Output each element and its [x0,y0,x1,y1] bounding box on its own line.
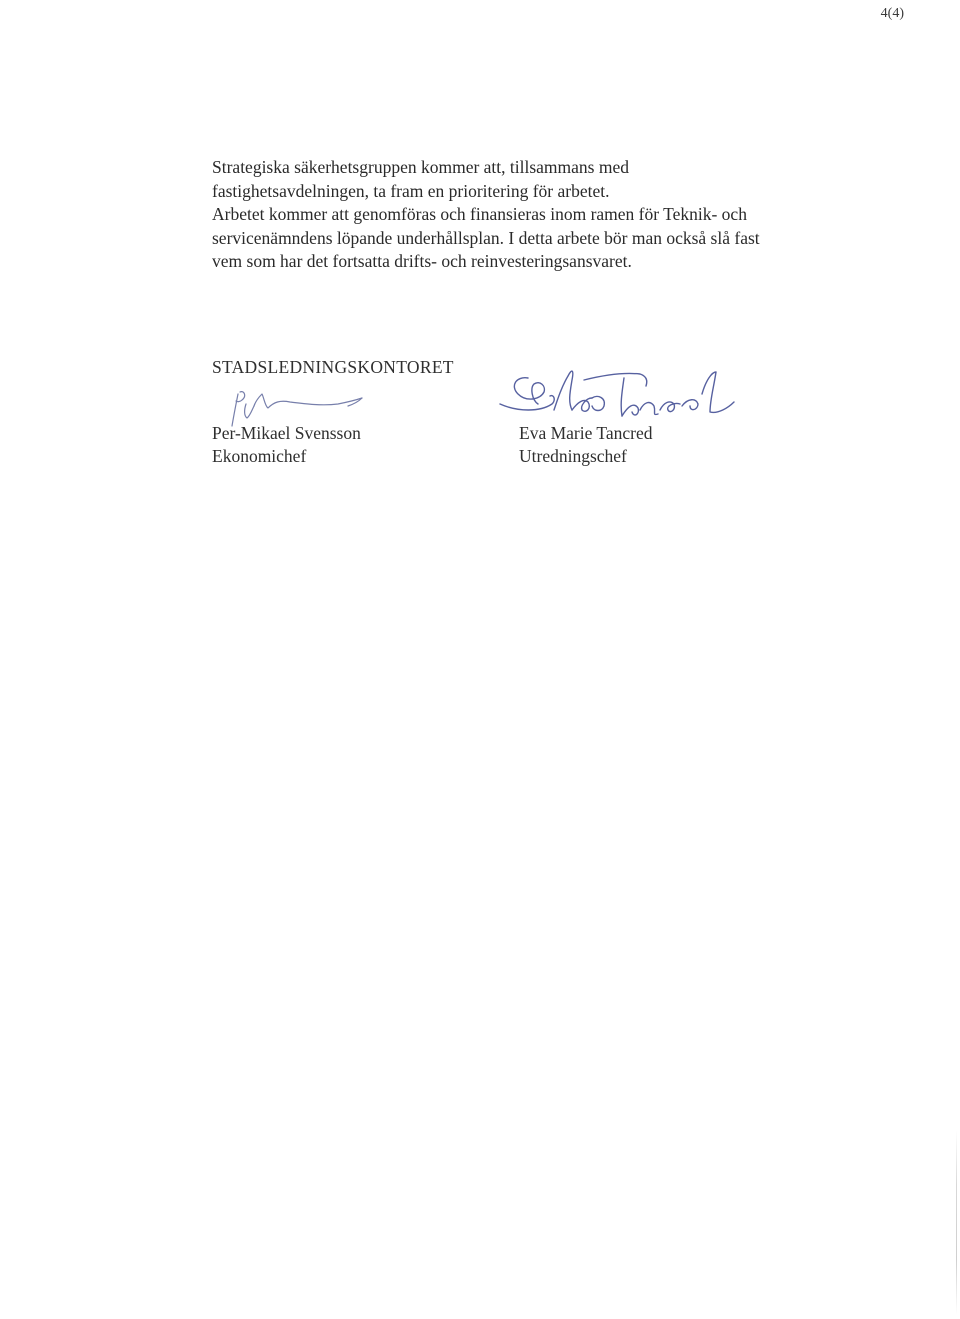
page-number: 4(4) [880,6,904,21]
scan-edge-line [956,1130,957,1315]
body-line: fastighetsavdelningen, ta fram en prioritering för arbetet. [212,180,610,201]
organization-name: STADSLEDNINGSKONTORET [212,357,454,377]
signatory-title: Ekonomichef [212,446,307,466]
body-line: vem som har det fortsatta drifts- och reinvesteringsansvaret. [212,251,632,271]
signatory-right [519,422,653,468]
body-paragraph [212,156,852,274]
body-line: Arbetet kommer att genomföras och finansieras inom ramen för Teknik- och [212,204,747,224]
signatory-name: Eva Marie Tancred [519,423,653,443]
signatory-name: Per-Mikael Svensson [212,423,361,443]
signatory-title: Utredningschef [519,446,627,466]
body-line: servicenämndens löpande underhållsplan. I detta arbete bör man också slå fast [212,227,760,248]
signatory-left [212,422,361,468]
body-line: Strategiska säkerhetsgruppen kommer att, tillsammans med [212,157,629,177]
